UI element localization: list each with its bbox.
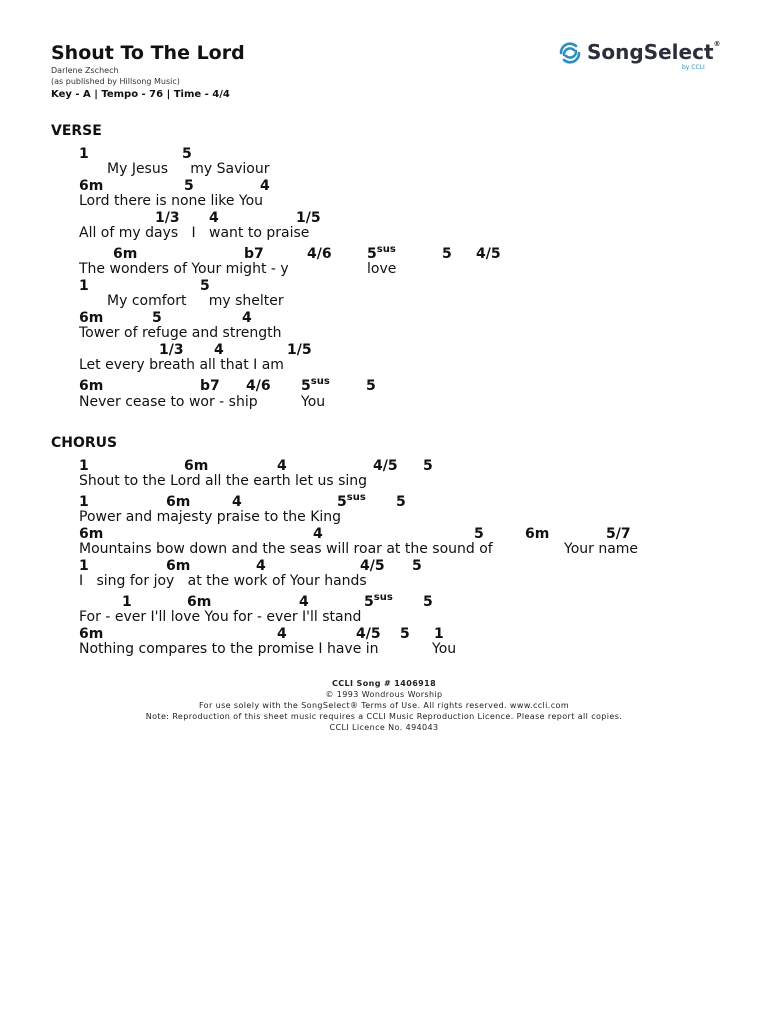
lyric-line: Mountains bow down and the seas will roar at the sound of bbox=[79, 541, 493, 557]
lyric-line: Lord there is none like You bbox=[79, 193, 264, 209]
chord: 6m bbox=[79, 626, 104, 642]
chord: 5 bbox=[412, 558, 422, 574]
chord: 4/6 bbox=[246, 378, 271, 394]
terms-of-use: For use solely with the SongSelect® Terms of Use. All rights reserved. www.ccli.com bbox=[198, 701, 570, 710]
chord: 6m bbox=[525, 526, 550, 542]
chord: 6m bbox=[79, 178, 104, 194]
chord: 1 bbox=[79, 146, 89, 162]
lyric-line: Power and majesty praise to the King bbox=[79, 509, 342, 525]
chord: 4 bbox=[299, 594, 309, 610]
key-tempo-time: Key - A | Tempo - 76 | Time - 4/4 bbox=[51, 89, 230, 100]
chord: 1 bbox=[434, 626, 444, 642]
chord-sus: $5^{sus}$ bbox=[364, 592, 393, 610]
chord-sus: $5^{sus}$ bbox=[367, 244, 396, 262]
chord: 4 bbox=[277, 458, 287, 474]
chord: 1 bbox=[79, 458, 89, 474]
lyric-line: Nothing compares to the promise I have in bbox=[79, 641, 379, 657]
chord: 4/5 bbox=[476, 246, 501, 262]
chord: 4 bbox=[260, 178, 270, 194]
chord: 6m bbox=[113, 246, 138, 262]
lyric-line: My comfort my shelter bbox=[107, 293, 284, 309]
lyric-line: Never cease to wor - ship bbox=[79, 394, 258, 410]
chord: 6m bbox=[184, 458, 209, 474]
lyric-word: love bbox=[367, 261, 397, 277]
chord: 1/3 bbox=[159, 342, 184, 358]
chord: 4/5 bbox=[356, 626, 381, 642]
chord-sus: $5^{sus}$ bbox=[301, 376, 330, 394]
chord: 5 bbox=[423, 458, 433, 474]
chord: 6m bbox=[79, 526, 104, 542]
chord: 4 bbox=[256, 558, 266, 574]
ccli-licence: CCLI Licence No. 494043 bbox=[329, 723, 439, 732]
chord: 5 bbox=[474, 526, 484, 542]
lyric-line: I sing for joy at the work of Your hands bbox=[79, 573, 367, 589]
chord: 1/5 bbox=[296, 210, 321, 226]
chord: 6m bbox=[79, 378, 104, 394]
songselect-logo bbox=[557, 38, 721, 74]
lyric-line: The wonders of Your might - y bbox=[79, 261, 289, 277]
section-label-verse: VERSE bbox=[51, 123, 102, 139]
chord: b7 bbox=[244, 246, 264, 262]
chord-sus: $5^{sus}$ bbox=[337, 492, 366, 510]
chord: 4 bbox=[277, 626, 287, 642]
chord: 5 bbox=[423, 594, 433, 610]
chord: 1 bbox=[79, 494, 89, 510]
chord: 5 bbox=[182, 146, 192, 162]
chord: 5 bbox=[184, 178, 194, 194]
songselect-logo-sub: by CCLI bbox=[682, 64, 705, 71]
lyric-line: Let every breath all that I am bbox=[79, 357, 284, 373]
song-publisher: (as published by Hillsong Music) bbox=[51, 77, 180, 86]
chord: 4 bbox=[209, 210, 219, 226]
chord: 5 bbox=[442, 246, 452, 262]
chord: 6m bbox=[166, 558, 191, 574]
chord: 4/5 bbox=[373, 458, 398, 474]
lyric-line: All of my days I want to praise bbox=[79, 225, 310, 241]
songselect-logo-icon bbox=[557, 40, 583, 66]
chord: 4 bbox=[313, 526, 323, 542]
song-title: Shout To The Lord bbox=[51, 42, 245, 64]
chord: 4/5 bbox=[360, 558, 385, 574]
chord: 5 bbox=[152, 310, 162, 326]
lyric-line: My Jesus my Saviour bbox=[107, 161, 270, 177]
lyric-word: You bbox=[432, 641, 457, 657]
lyric-word: Your name bbox=[564, 541, 639, 557]
lyric-line: Shout to the Lord all the earth let us sing bbox=[79, 473, 368, 489]
chord: 6m bbox=[187, 594, 212, 610]
chord: b7 bbox=[200, 378, 220, 394]
lyric-line: Tower of refuge and strength bbox=[79, 325, 282, 341]
lyric-line: For - ever I'll love You for - ever I'll stand bbox=[79, 609, 362, 625]
chord: 4 bbox=[214, 342, 224, 358]
chord: 4 bbox=[232, 494, 242, 510]
songselect-logo-text: SongSelect bbox=[587, 40, 714, 64]
lyric-word: You bbox=[301, 394, 326, 410]
chord: 4/6 bbox=[307, 246, 332, 262]
chord: 1/3 bbox=[155, 210, 180, 226]
chord: 5 bbox=[200, 278, 210, 294]
trademark-symbol: ® bbox=[713, 40, 721, 48]
chord: 1 bbox=[79, 278, 89, 294]
chord: 5 bbox=[366, 378, 376, 394]
song-author: Darlene Zschech bbox=[51, 66, 119, 75]
section-label-chorus: CHORUS bbox=[51, 435, 118, 451]
chord: 6m bbox=[79, 310, 104, 326]
chord: 1 bbox=[79, 558, 89, 574]
chord: 5 bbox=[400, 626, 410, 642]
chord: 1/5 bbox=[287, 342, 312, 358]
chord: 5/7 bbox=[606, 526, 631, 542]
chord: 1 bbox=[122, 594, 132, 610]
copyright: © 1993 Wondrous Worship bbox=[325, 690, 443, 699]
chord: 5 bbox=[396, 494, 406, 510]
ccli-song-number: CCLI Song # 1406918 bbox=[331, 679, 437, 688]
chord: 4 bbox=[242, 310, 252, 326]
reproduction-note: Note: Reproduction of this sheet music requires a CCLI Music Reproduction Licence. Please report all copies. bbox=[145, 712, 623, 721]
chord: 6m bbox=[166, 494, 191, 510]
